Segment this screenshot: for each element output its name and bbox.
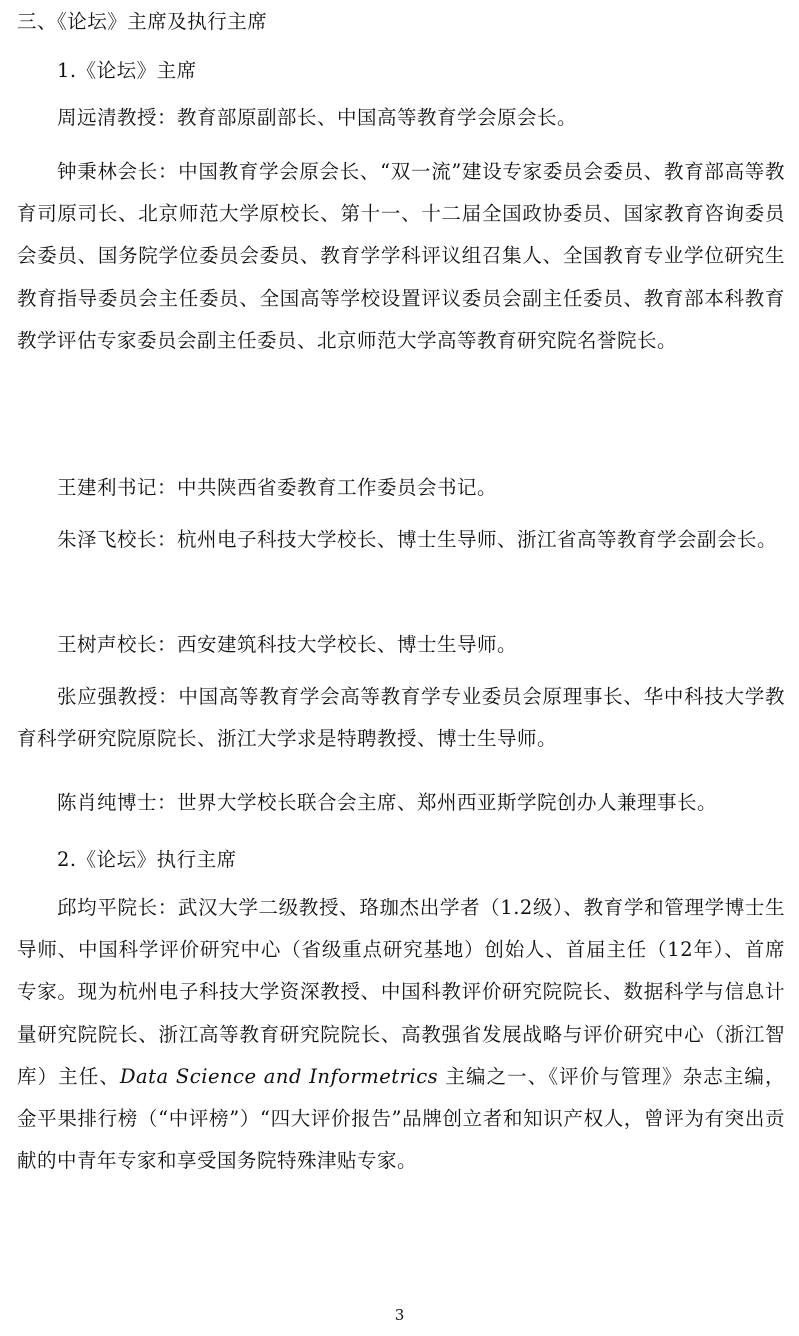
chair-entry-zhu: 朱泽飞校长：杭州电子科技大学校长、博士生导师、浙江省高等教育学会副会长。 xyxy=(57,528,778,551)
chair-entry-wang-jianli: 王建利书记：中共陕西省委教育工作委员会书记。 xyxy=(57,476,498,499)
executive-chairs-heading: 2.《论坛》执行主席 xyxy=(57,848,237,871)
chairs-heading: 1.《论坛》主席 xyxy=(57,59,197,82)
executive-chair-entry-qiu xyxy=(17,887,785,1182)
chair-entry-zhang: 张应强教授：中国高等教育学会高等教育学专业委员会原理事长、华中科技大学教育科学研究院原院长、浙江大学求是特聘教授、博士生导师。 xyxy=(17,685,785,751)
chair-entry-zhong: 钟秉林会长：中国教育学会原会长、“双一流”建设专家委员会委员、教育部高等教育司原司长、北京师范大学原校长、第十一、十二届全国政协委员、国家教育咨询委员会委员、国务院学位委员会委员、教育学学科评议组召集人、全国教育专业学位研究生教育指导委员会主任委员、全国高等学校设置评议委员会副主任委员、教育部本科教育教学评估专家委员会副主任委员、北京师范大学高等教育研究院名誉院长。 xyxy=(17,160,785,352)
chair-entry-wang-shusheng: 王树声校长：西安建筑科技大学校长、博士生导师。 xyxy=(57,633,518,656)
journal-title: Data Science and Informetrics xyxy=(119,1064,439,1088)
page-number: 3 xyxy=(394,1306,405,1324)
chair-entry-chen: 陈肖纯博士：世界大学校长联合会主席、郑州西亚斯学院创办人兼理事长。 xyxy=(57,791,718,814)
section-heading: 三、《论坛》主席及执行主席 xyxy=(17,10,268,33)
entry-text-part-1: 邱均平院长：武汉大学二级教授、珞珈杰出学者（1.2级）、教育学和管理学博士生导师、中国科学评价研究中心（省级重点研究基地）创始人、首届主任（12年）、首席专家。现为杭州电子科技大学资深教授、中国科教评价研究院院长、数据科学与信息计量研究院院长、浙江高等教育研究院院长、高教强省发展战略与评价研究中心（浙江智库）主任、 xyxy=(17,896,785,1088)
chair-entry-zhou: 周远清教授：教育部原副部长、中国高等教育学会原会长。 xyxy=(57,106,578,129)
entry-text-part-2: 主编之一、《评价与管理》杂志主编，金平果排行榜（“中评榜”）“四大评价报告”品牌创立者和知识产权人，曾评为有突出贡献的中青年专家和享受国务院特殊津贴专家。 xyxy=(17,1064,785,1173)
